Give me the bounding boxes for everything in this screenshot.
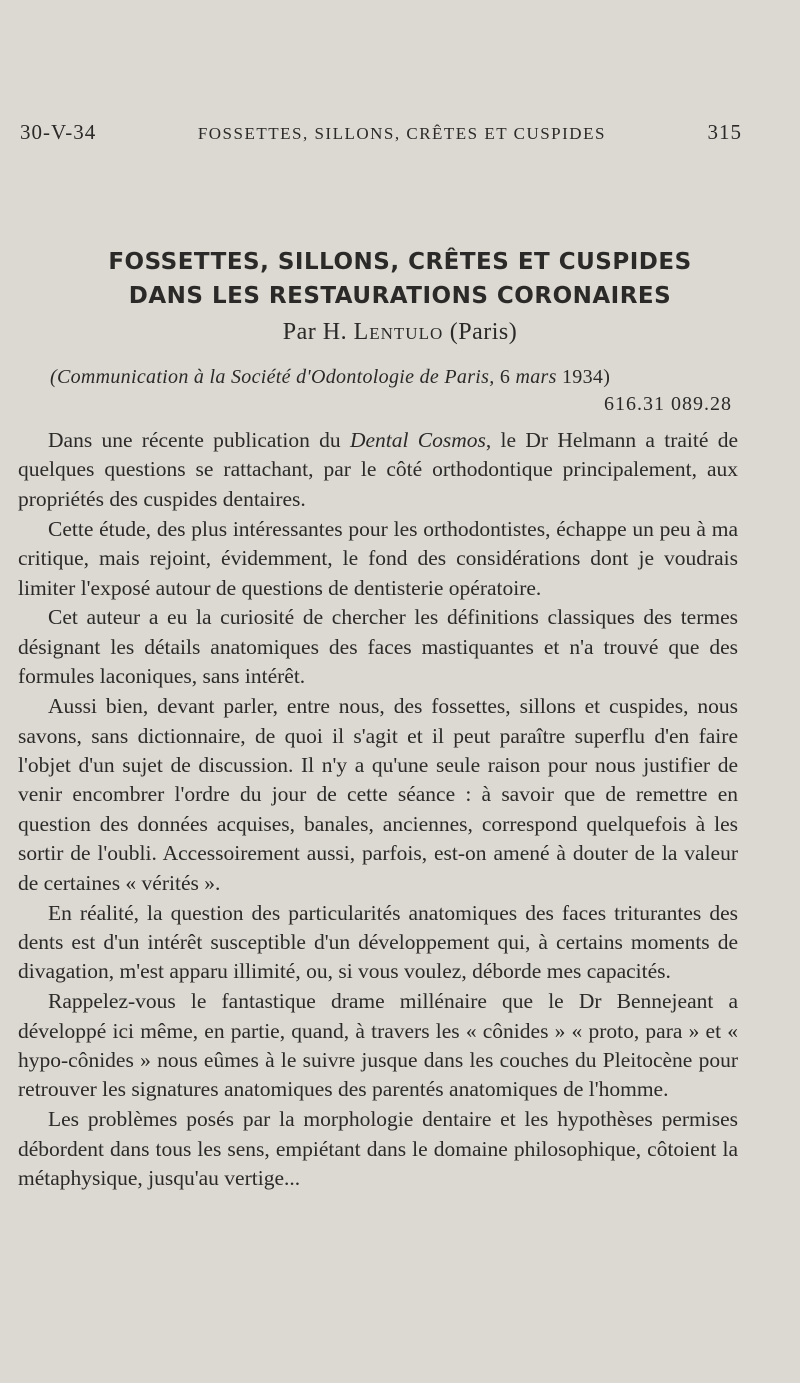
paragraph: Cet auteur a eu la curiosité de chercher les définitions classiques des termes désignant les détails anatomiques des faces mastiquantes et n'a trouvé que des formules laconiques, sans intérêt. [18, 605, 738, 689]
author-name: Lentulo [353, 319, 444, 345]
article-title-line-1: FOSSETTES, SILLONS, CRÊTES ET CUSPIDES [108, 249, 692, 275]
journal-name: Dental Cosmos [349, 428, 486, 452]
running-title: FOSSETTES, SILLONS, CRÊTES ET CUSPIDES [197, 124, 606, 143]
paragraph: Rappelez-vous le fantastique drame millénaire que le Dr Bennejeant a développé ici même, en partie, quand, à travers les « cônides » « proto, para » et « hypo-cônides » nous eûmes à le suivre jusque dans les couches du Pleitocène pour retrouver les signatures anatomiques des parentés anatomiques de l'homme. [18, 989, 738, 1102]
communication-note [50, 366, 740, 389]
issue-date: 30-V-34 [20, 120, 97, 144]
paragraph-text: Dans une récente publication du [48, 428, 350, 452]
article-body [18, 426, 738, 1194]
author-location: (Paris) [449, 319, 518, 345]
classification-code: 616.31 089.28 [604, 393, 732, 415]
paragraph: Cette étude, des plus intéressantes pour les orthodontistes, échappe un peu à ma critique, mais rejoint, évidemment, le fond des considérations dont je voudrais limiter l'exposé autour de questions de dentisterie opératoire. [18, 516, 738, 600]
article-header [40, 245, 760, 346]
author-line [40, 319, 760, 346]
page-number: 315 [707, 120, 742, 144]
paragraph: Aussi bien, devant parler, entre nous, des fossettes, sillons et cuspides, nous savons, sans dictionnaire, de quoi il s'agit et il peut paraître superflu d'en faire l'objet d'un sujet de discussion. Il n'y a qu'une seule raison pour nous justifier de venir encombrer l'ordre du jour de cette séance : à savoir que de remettre en question des données acquises, banales, anciennes, correspond quelquefois à les sortir de l'oubli. Accessoirement aussi, parfois, est-on amené à douter de la valeur de certaines « vérités ». [18, 694, 738, 895]
paragraph: Les problèmes posés par la morphologie dentaire et les hypothèses permises débordent dans tous les sens, empiétant dans le domaine philosophique, côtoient la métaphysique, jusqu'au vertige... [18, 1107, 738, 1191]
communication-venue: (Communication à la Société d'Odontologie de Paris, [50, 366, 495, 388]
communication-year: 1934) [562, 366, 611, 388]
author-prefix: Par H. [282, 319, 348, 345]
paragraph [18, 426, 738, 514]
article-title-line-2: DANS LES RESTAURATIONS CORONAIRES [128, 283, 672, 309]
communication-day: 6 [499, 366, 511, 388]
article-title [40, 245, 760, 313]
paragraph: En réalité, la question des particularités anatomiques des faces triturantes des dents est d'un intérêt susceptible d'un développement qui, à certains moments de divagation, m'est apparu illimité, ou, si vous voulez, déborde mes capacités. [18, 900, 738, 984]
paragraph-text: , le Dr Helmann a traité de quelques questions se rattachant, par le côté orthodontique principalement, aux propriétés des cuspides dentaires. [18, 428, 738, 511]
communication-month: mars [515, 366, 557, 388]
running-head [20, 120, 742, 145]
